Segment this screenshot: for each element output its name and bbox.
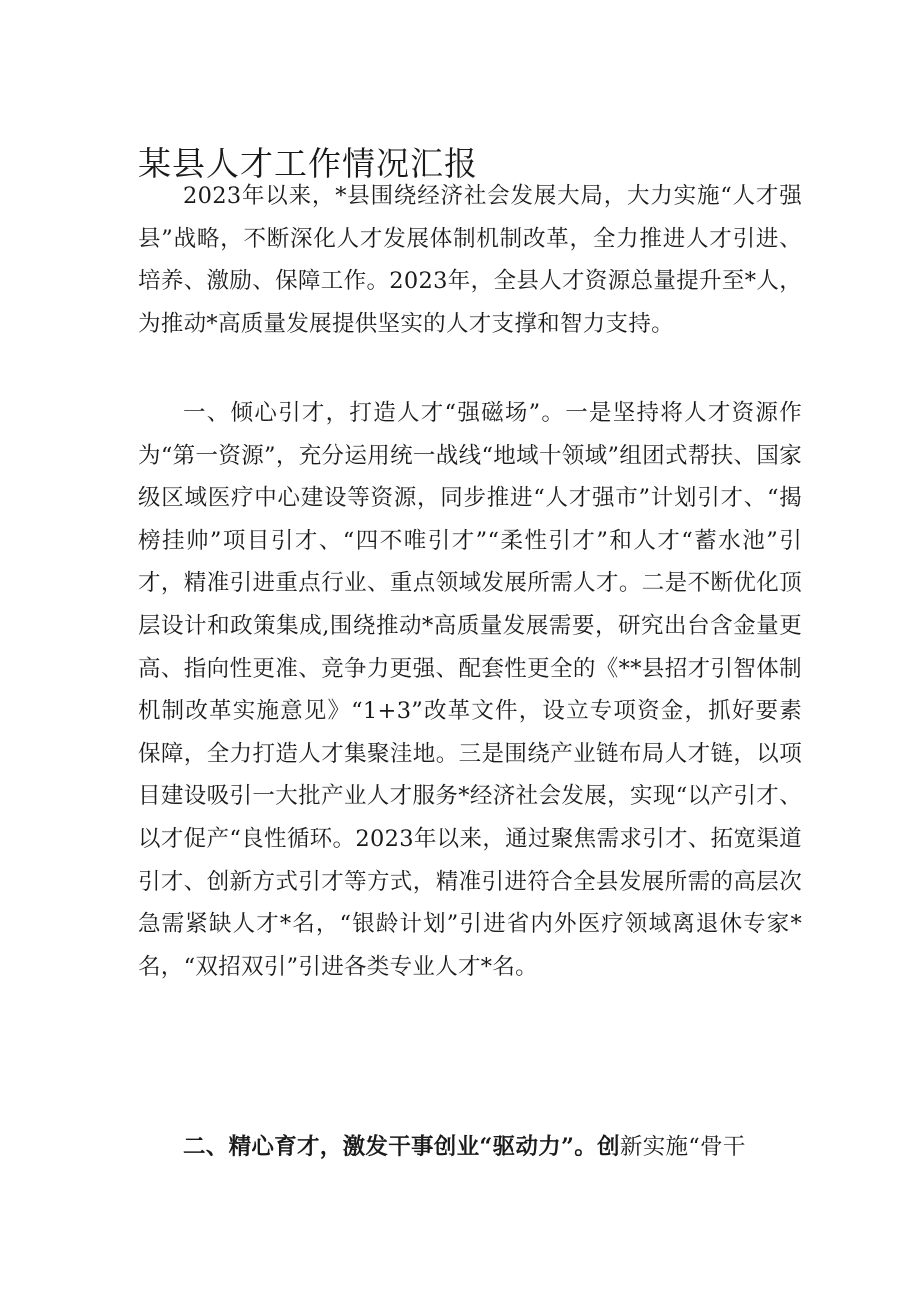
section-two-paragraph: [138, 1126, 802, 1169]
section-one-paragraph: 一、倾心引才，打造人才“强磁场”。一是坚持将人才资源作为“第一资源”，充分运用统一战线“地域十领域”组团式帮扶、国家级区域医疗中心建设等资源，同步推进“人才强市”计划引才、“揭榜挂帅”项目引才、“四不唯引才”“柔性引才”和人才“蓄水池”引才，精准引进重点行业、重点领域发展所需人才。二是不断优化顶层设计和政策集成,围绕推动*高质量发展需要，研究出台含金量更高、指向性更准、竞争力更强、配套性更全的《**县招才引智体制机制改革实施意见》“1+3”改革文件，设立专项资金，抓好要素保障，全力打造人才集聚洼地。三是围绕产业链布局人才链，以项目建设吸引一大批产业人才服务*经济社会发展，实现“以产引才、以才促产“良性循环。2023年以来，通过聚焦需求引才、拓宽渠道引才、创新方式引才等方式，精准引进符合全县发展所需的高层次急需紧缺人才*名，“银龄计划”引进省内外医疗领域离退休专家*名，“双招双引”引进各类专业人才*名。: [138, 400, 802, 980]
section-two-text: 新实施“骨干: [619, 1134, 746, 1160]
section-two-heading: 二、精心育才，激发干事创业“驱动力”。创: [183, 1134, 620, 1160]
document-title: 某县人才工作情况汇报: [138, 144, 478, 183]
intro-paragraph: 2023年以来，*县围绕经济社会发展大局，大力实施“人才强县”战略，不断深化人才发展体制机制改革，全力推进人才引进、培养、激励、保障工作。2023年，全县人才资源总量提升至*人，为推动*高质量发展提供坚实的人才支撑和智力支持。: [138, 183, 802, 337]
